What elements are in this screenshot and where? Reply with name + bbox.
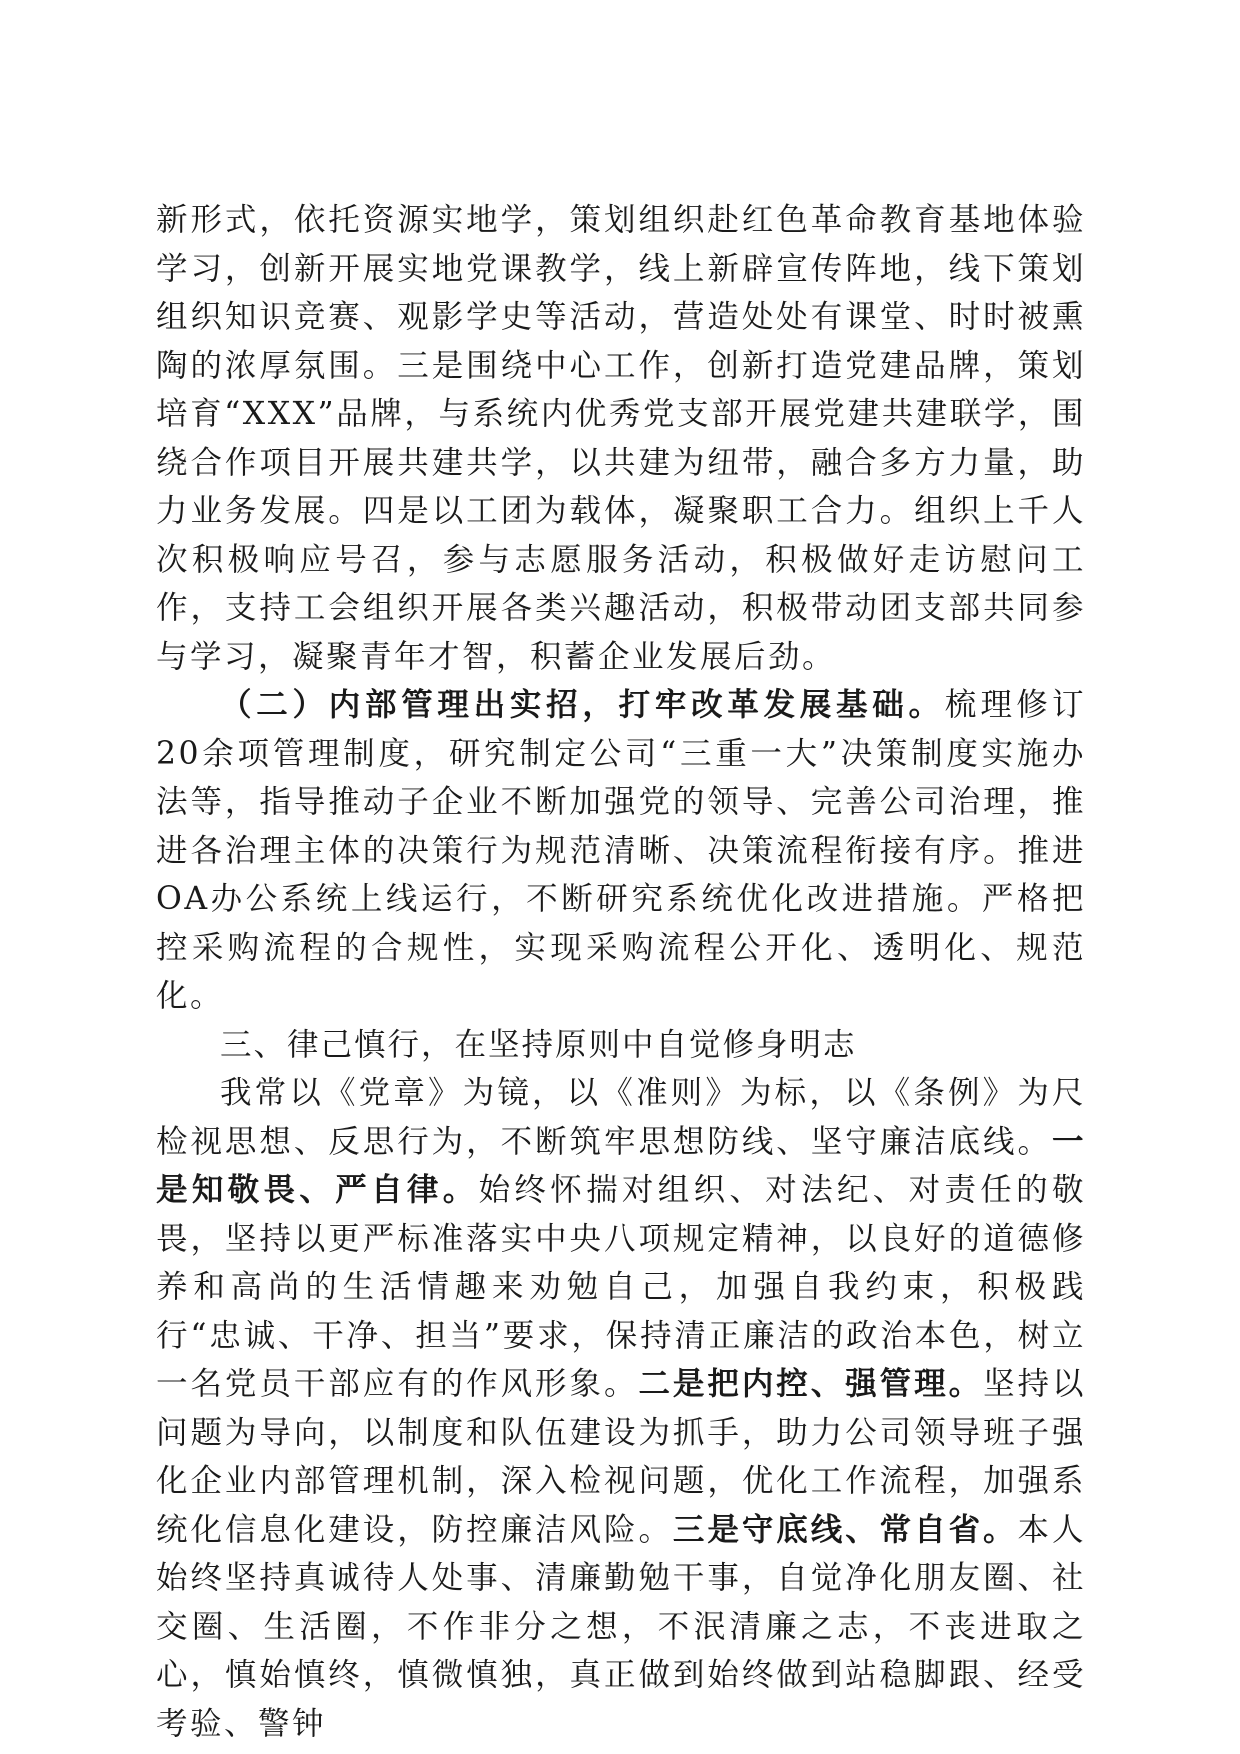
point-3-title: 三是守底线、常自省。 bbox=[672, 1510, 1018, 1548]
paragraph-internal-management-body: 梳理修订20余项管理制度，研究制定公司“三重一大”决策制度实施办法等，指导推动子企业不断加强党的领导、完善公司治理，推进各治理主体的决策行为规范清晰、决策流程衔接有序。推进OA办公系统上线运行，不断研究系统优化改进措施。严格把控采购流程的合规性，实现采购流程公开化、透明化、规范化。 bbox=[156, 687, 1086, 1014]
paragraph-internal-management bbox=[156, 681, 1086, 1021]
point-2-title: 二是把内控、强管理。 bbox=[638, 1365, 984, 1402]
point-1-title: 一是知敬畏、严自律。 bbox=[156, 1122, 1086, 1208]
paragraph-self-discipline-intro: 我常以《党章》为镜，以《准则》为标，以《条例》为尺检视思想、反思行为，不断筑牢思想防线、坚守廉洁底线。 bbox=[156, 1075, 1086, 1160]
paragraph-party-building: 新形式，依托资源实地学，策划组织赴红色革命教育基地体验学习，创新开展实地党课教学，线上新辟宣传阵地，线下策划组织知识竞赛、观影学史等活动，营造处处有课堂、时时被熏陶的浓厚氛围。三是围绕中心工作，创新打造党建品牌，策划培育“XXX”品牌，与系统内优秀党支部开展党建共建联学，围绕合作项目开展共建共学，以共建为纽带，融合多方力量，助力业务发展。四是以工团为载体，凝聚职工合力。组织上千人次积极响应号召，参与志愿服务活动，积极做好走访慰问工作，支持工会组织开展各类兴趣活动，积极带动团支部共同参与学习，凝聚青年才智，积蓄企业发展后劲。 bbox=[156, 202, 1086, 675]
point-3-body: 本人始终坚持真诚待人处事、清廉勤勉干事，自觉净化朋友圈、社交圈、生活圈，不作非分之想，不泯清廉之志，不丧进取之心，慎始慎终，慎微慎独，真正做到始终做到站稳脚跟、经受考验、警钟 bbox=[156, 1511, 1086, 1742]
section-heading-self-discipline: 三、律己慎行，在坚持原则中自觉修身明志 bbox=[220, 1026, 857, 1063]
paragraph-self-discipline bbox=[156, 1069, 1086, 1748]
point-1-body: 始终怀揣对组织、对法纪、对责任的敬畏，坚持以更严标准落实中央八项规定精神，以良好的道德修养和高尚的生活情趣来劝勉自己，加强自我约束，积极践行“忠诚、干净、担当”要求，保持清正廉洁的政治本色，树立一名党员干部应有的作风形象。 bbox=[156, 1172, 1086, 1402]
point-2-body: 坚持以问题为导向，以制度和队伍建设为抓手，助力公司领导班子强化企业内部管理机制，深入检视问题，优化工作流程，加强系统化信息化建设，防控廉洁风险。 bbox=[156, 1366, 1086, 1548]
subsection-title-internal-management: （二）内部管理出实招，打牢改革发展基础。 bbox=[220, 686, 945, 723]
document-body bbox=[156, 196, 1086, 1748]
